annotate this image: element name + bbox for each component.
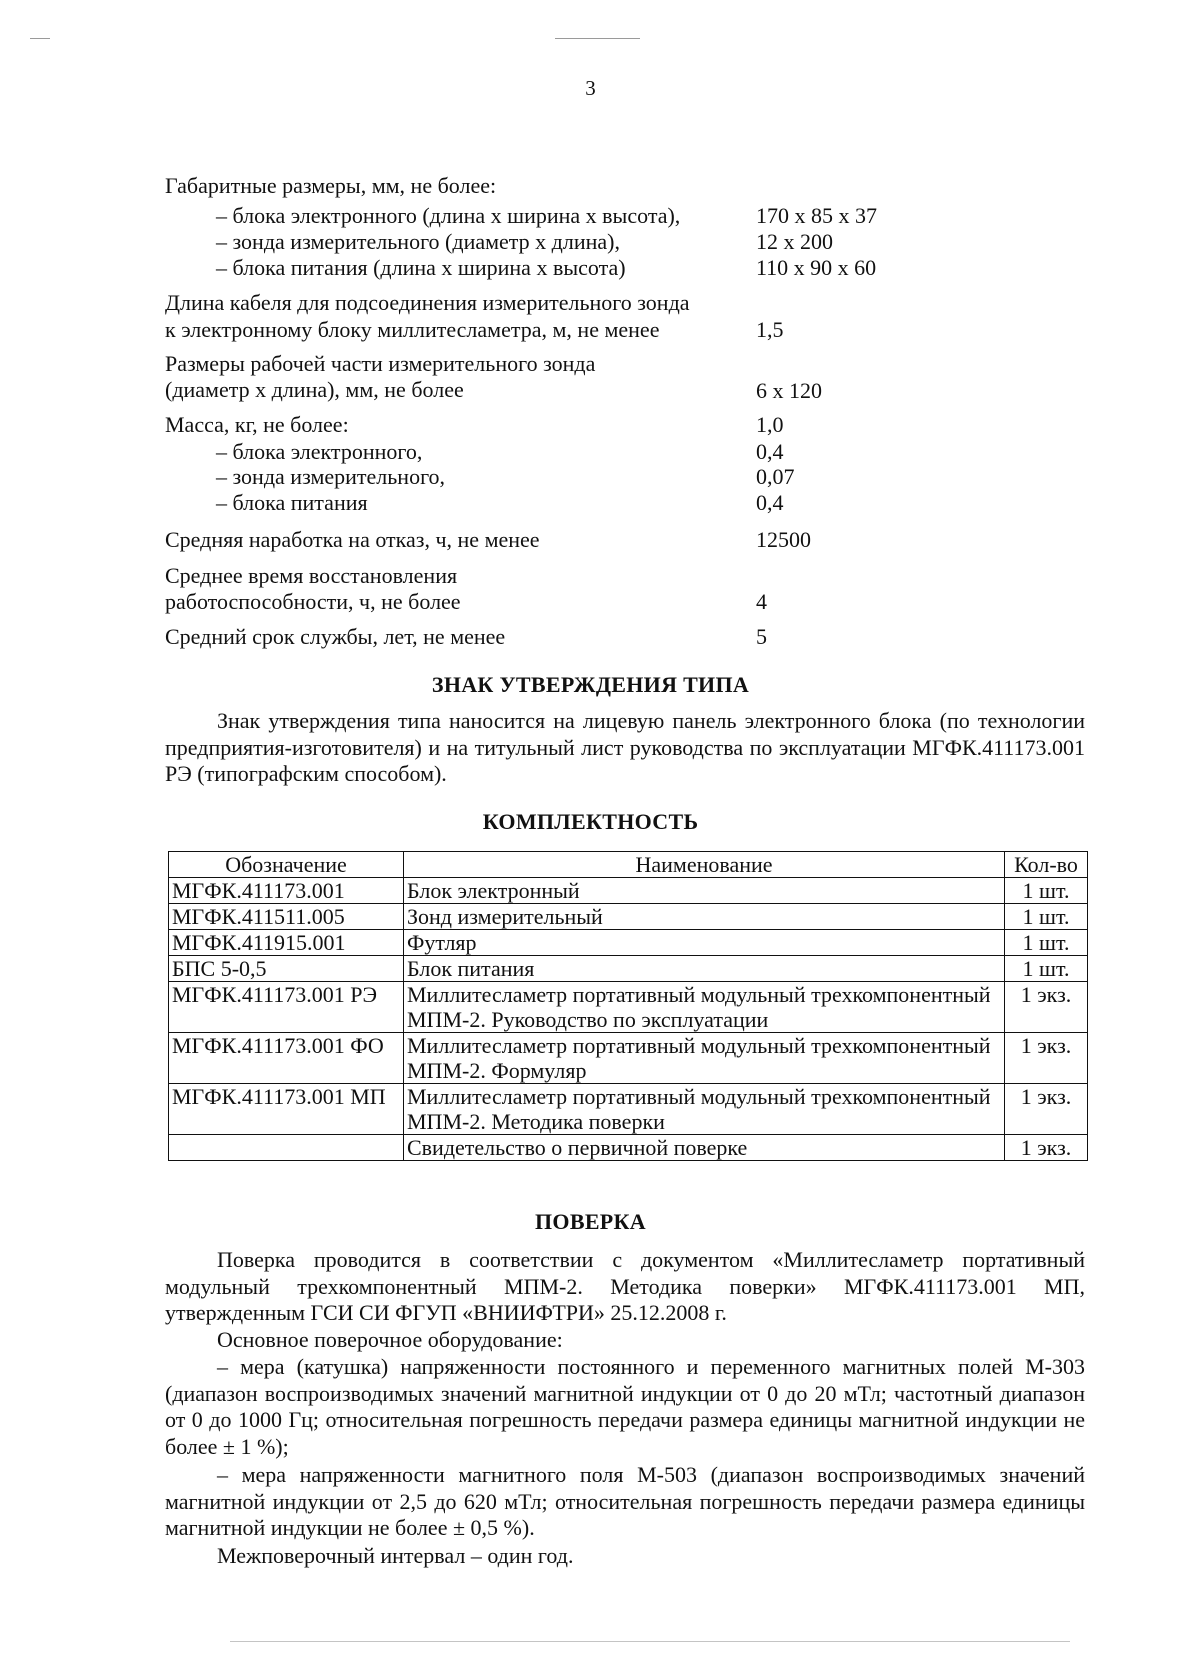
cell-quantity: 1 шт. (1005, 878, 1088, 904)
cell-name: Миллитесламетр портативный модульный трехкомпонентный МПМ-2. Формуляр (404, 1033, 1005, 1084)
spec-label: Масса, кг, не более: (165, 412, 349, 437)
spec-label: Габаритные размеры, мм, не более: (165, 173, 497, 198)
cell-designation: МГФК.411511.005 (169, 904, 404, 930)
verification-equipment-item (165, 1462, 1085, 1542)
completeness-heading: КОМПЛЕКТНОСТЬ (482, 809, 699, 834)
table-row (169, 904, 1088, 930)
spec-label: Длина кабеля для подсоединения измерительного зонда (165, 290, 690, 315)
verification-equipment-intro-text: Основное поверочное оборудование: (217, 1327, 563, 1352)
cell-designation: МГФК.411915.001 (169, 930, 404, 956)
cell-designation: БПС 5-0,5 (169, 956, 404, 982)
spec-value: 0,4 (756, 490, 784, 515)
spec-value: 170 х 85 х 37 (756, 203, 877, 228)
column-header: Кол-во (1005, 852, 1088, 878)
cell-name: Блок электронный (404, 878, 1005, 904)
spec-label: Среднее время восстановления (165, 563, 458, 588)
spec-label: – блока электронного, (216, 439, 423, 464)
spec-label: Размеры рабочей части измерительного зонда (165, 351, 596, 376)
spec-label: – блока питания (216, 490, 368, 515)
page-number: 3 (585, 76, 596, 100)
cell-name: Блок питания (404, 956, 1005, 982)
cell-quantity: 1 шт. (1005, 956, 1088, 982)
spec-label: (диаметр х длина), мм, не более (165, 377, 464, 402)
spec-label: работоспособности, ч, не более (165, 589, 461, 614)
cell-quantity: 1 шт. (1005, 930, 1088, 956)
cell-name: Футляр (404, 930, 1005, 956)
verification-equipment-item (165, 1354, 1085, 1460)
spec-value: 12 х 200 (756, 229, 833, 254)
table-row (169, 1033, 1088, 1084)
cell-designation: МГФК.411173.001 МП (169, 1084, 404, 1135)
type-approval-text-content: Знак утверждения типа наносится на лицевую панель электронного блока (по технологии предприятия-изготовителя) и на титульный лист руководства по эксплуатации МГФК.411173.001 РЭ (типографским способом). (165, 708, 1085, 786)
spec-label: к электронному блоку миллитесламетра, м, не менее (165, 317, 660, 342)
spec-value: 110 х 90 х 60 (756, 255, 877, 280)
spec-label: – зонда измерительного (диаметр х длина), (216, 229, 620, 254)
verification-interval-text: Межповерочный интервал – один год. (217, 1543, 574, 1568)
table-row (169, 982, 1088, 1033)
type-approval-heading: ЗНАК УТВЕРЖДЕНИЯ ТИПА (431, 672, 750, 697)
spec-value: 6 х 120 (756, 378, 822, 403)
verification-paragraph (165, 1247, 1085, 1327)
table-row (169, 878, 1088, 904)
verification-interval (165, 1543, 1085, 1570)
verification-paragraph-text: Поверка проводится в соответствии с документом «Миллитесламетр портативный модульный трехкомпонентный МПМ-2. Методика поверки» МГФК.411173.001 МП, утвержденным ГСИ СИ ФГУП «ВНИИФТРИ» 25.12.2008 г. (165, 1247, 1085, 1325)
cell-name: Зонд измерительный (404, 904, 1005, 930)
spec-value: 0,07 (756, 464, 795, 489)
cell-quantity: 1 экз. (1005, 1084, 1088, 1135)
cell-name: Миллитесламетр портативный модульный трехкомпонентный МПМ-2. Методика поверки (404, 1084, 1005, 1135)
cell-quantity: 1 экз. (1005, 1033, 1088, 1084)
verification-equipment-item-text: – мера (катушка) напряженности постоянного и переменного магнитных полей М-303 (диапазон воспроизводимых значений магнитной индукции от 0 до 20 мТл; частотный диапазон от 0 до 1000 Гц; относительная погрешность передачи размера единицы магнитной индукции не более ± 1 %); (165, 1354, 1085, 1459)
cell-name: Миллитесламетр портативный модульный трехкомпонентный МПМ-2. Руководство по эксплуатации (404, 982, 1005, 1033)
spec-label: – зонда измерительного, (216, 464, 446, 489)
cell-quantity: 1 шт. (1005, 904, 1088, 930)
spec-label: – блока электронного (длина х ширина х высота), (216, 203, 681, 228)
completeness-table (168, 851, 1088, 1161)
spec-value: 12500 (756, 527, 811, 552)
spec-label: Средняя наработка на отказ, ч, не менее (165, 527, 540, 552)
spec-value: 5 (756, 624, 767, 649)
verification-equipment-intro (165, 1327, 1085, 1354)
column-header: Наименование (404, 852, 1005, 878)
cell-designation: МГФК.411173.001 (169, 878, 404, 904)
spec-value: 4 (756, 589, 767, 614)
cell-designation (169, 1135, 404, 1161)
verification-heading: ПОВЕРКА (535, 1209, 646, 1234)
cell-designation: МГФК.411173.001 РЭ (169, 982, 404, 1033)
spec-label: – блока питания (длина х ширина х высота) (216, 255, 626, 280)
spec-value: 0,4 (756, 439, 784, 464)
cell-designation: МГФК.411173.001 ФО (169, 1033, 404, 1084)
scan-artifact-bottom (230, 1641, 1070, 1642)
type-approval-text (165, 708, 1085, 788)
column-header: Обозначение (169, 852, 404, 878)
table-header-row (169, 852, 1088, 878)
cell-quantity: 1 экз. (1005, 1135, 1088, 1161)
table-row (169, 956, 1088, 982)
cell-quantity: 1 экз. (1005, 982, 1088, 1033)
cell-name: Свидетельство о первичной поверке (404, 1135, 1005, 1161)
spec-value: 1,5 (756, 317, 784, 342)
table-row (169, 930, 1088, 956)
verification-equipment-item-text: – мера напряженности магнитного поля М-503 (диапазон воспроизводимых значений магнитной индукции от 2,5 до 620 мТл; относительная погрешность передачи размера единицы магнитной индукции не более ± 0,5 %). (165, 1462, 1085, 1540)
table-row (169, 1135, 1088, 1161)
specifications (0, 0, 1181, 660)
spec-value: 1,0 (756, 412, 784, 437)
table-row (169, 1084, 1088, 1135)
spec-label: Средний срок службы, лет, не менее (165, 624, 506, 649)
